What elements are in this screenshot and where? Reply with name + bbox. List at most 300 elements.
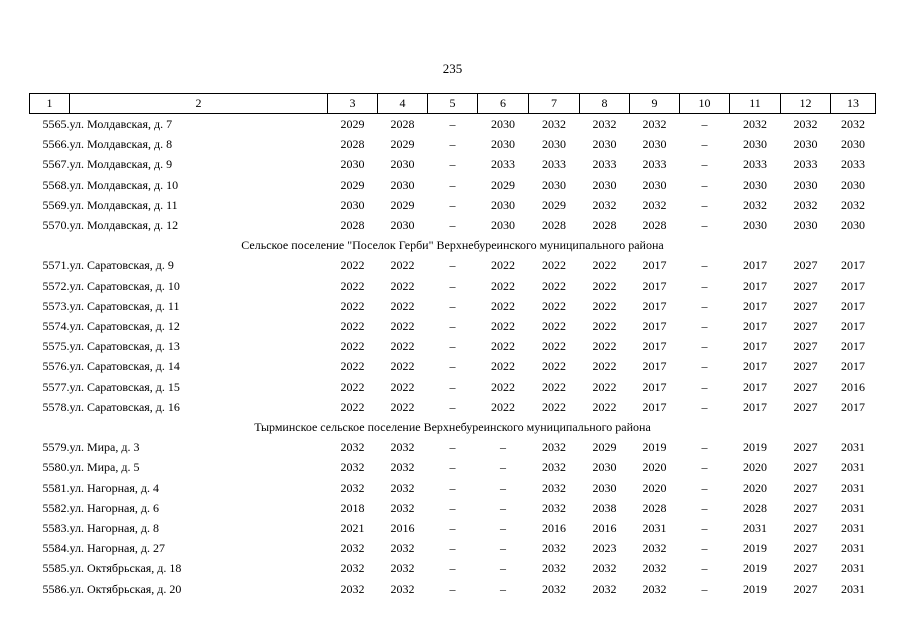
column-header: 13 [831,94,876,114]
column-header: 8 [580,94,630,114]
year-cell: 2031 [642,521,667,536]
row-number: 5572. [42,278,70,293]
year-cell: 2032 [340,561,365,576]
column-header: 4 [378,94,428,114]
year-cell: 2027 [793,480,818,495]
year-cell: 2022 [491,339,515,354]
year-cell: 2031 [841,500,865,515]
column-header: 3 [328,94,378,114]
year-cell: 2028 [592,218,617,233]
year-cell: 2031 [841,480,865,495]
table-row [30,195,876,215]
address-cell: ул. Молдавская, д. 11 [69,197,178,212]
year-cell: 2029 [592,440,617,455]
table-row [30,518,876,538]
address-cell: ул. Нагорная, д. 8 [69,521,159,536]
table-row [30,377,876,397]
year-cell: 2030 [491,137,515,152]
year-cell: 2033 [491,157,515,172]
year-cell: – [701,137,708,152]
row-number: 5570. [42,218,70,233]
year-cell: 2032 [390,480,415,495]
year-cell: – [449,541,456,556]
year-cell: 2022 [592,258,617,273]
year-cell: – [701,500,708,515]
address-cell: ул. Саратовская, д. 14 [69,359,180,374]
year-cell: 2032 [592,197,617,212]
year-cell: – [449,319,456,334]
year-cell: 2032 [592,561,617,576]
row-number: 5579. [42,440,70,455]
table-row [30,437,876,457]
year-cell: 2032 [542,541,566,556]
year-cell: 2022 [542,339,566,354]
year-cell: 2022 [491,258,515,273]
year-cell: – [449,440,456,455]
year-cell: 2028 [542,218,566,233]
year-cell: – [701,258,708,273]
address-cell: ул. Саратовская, д. 12 [69,319,180,334]
year-cell: 2032 [841,197,865,212]
table-row [30,478,876,498]
year-cell: 2032 [390,541,415,556]
year-cell: 2016 [592,521,617,536]
row-number: 5576. [42,359,70,374]
year-cell: – [701,298,708,313]
year-cell: 2032 [743,117,767,131]
year-cell: 2033 [743,157,767,172]
year-cell: – [701,117,708,131]
year-cell: 2027 [793,541,818,556]
year-cell: 2029 [390,197,415,212]
column-header: 10 [680,94,730,114]
year-cell: 2017 [642,258,667,273]
row-number: 5584. [42,541,70,556]
year-cell: 2030 [793,218,818,233]
year-cell: 2031 [841,541,865,556]
row-number: 5578. [42,399,70,414]
row-number: 5581. [42,480,70,495]
year-cell: – [449,218,456,233]
year-cell: – [449,339,456,354]
column-header: 11 [730,94,781,114]
year-cell: 2022 [390,319,415,334]
year-cell: – [500,440,506,455]
year-cell: 2022 [592,319,617,334]
column-header: 1 [30,94,70,114]
table-row [30,255,876,275]
year-cell: 2030 [491,117,515,131]
row-number: 5577. [42,379,70,394]
year-cell: 2033 [642,157,667,172]
year-cell: 2017 [642,298,667,313]
year-cell: – [449,521,456,536]
address-cell: ул. Нагорная, д. 4 [69,480,159,495]
row-number: 5582. [42,500,70,515]
year-cell: 2022 [491,278,515,293]
year-cell: 2032 [542,500,566,515]
year-cell: 2032 [542,440,566,455]
year-cell: 2032 [542,460,566,475]
year-cell: – [449,500,456,515]
table-row [30,316,876,336]
year-cell: 2030 [743,177,767,192]
year-cell: 2022 [390,359,415,374]
year-cell: – [449,379,456,394]
year-cell: 2032 [793,117,818,131]
row-number: 5569. [42,197,70,212]
year-cell: – [449,581,456,596]
year-cell: 2032 [592,117,617,131]
year-cell: – [449,561,456,576]
year-cell: – [500,460,506,475]
year-cell: 2030 [642,177,667,192]
address-cell: ул. Октябрьская, д. 18 [69,561,182,576]
year-cell: – [449,117,456,131]
year-cell: 2022 [340,339,365,354]
address-cell: ул. Молдавская, д. 7 [69,117,173,131]
year-cell: 2030 [390,177,415,192]
year-cell: 2022 [340,359,365,374]
year-cell: – [449,298,456,313]
year-cell: 2017 [841,359,865,374]
row-number: 5586. [42,581,70,596]
year-cell: 2027 [793,399,818,414]
year-cell: 2019 [743,561,767,576]
year-cell: 2017 [743,339,767,354]
year-cell: 2022 [542,319,566,334]
table-body [30,114,876,599]
row-number: 5571. [42,258,70,273]
year-cell: 2031 [841,561,865,576]
year-cell: – [500,561,506,576]
year-cell: 2030 [390,157,415,172]
year-cell: 2032 [542,117,566,131]
year-cell: 2032 [390,561,415,576]
year-cell: 2033 [841,157,865,172]
year-cell: 2016 [841,379,865,394]
year-cell: – [701,460,708,475]
year-cell: 2017 [743,319,767,334]
column-header: 2 [70,94,328,114]
year-cell: – [500,541,506,556]
year-cell: – [500,500,506,515]
year-cell: 2030 [592,460,617,475]
table-row [30,558,876,578]
year-cell: – [701,521,708,536]
year-cell: 2030 [340,197,365,212]
year-cell: 2032 [542,480,566,495]
address-cell: ул. Молдавская, д. 8 [69,137,173,152]
year-cell: 2022 [390,258,415,273]
year-cell: – [449,137,456,152]
address-cell: ул. Молдавская, д. 9 [69,157,173,172]
year-cell: 2020 [642,460,667,475]
year-cell: 2027 [793,521,818,536]
year-cell: 2017 [743,359,767,374]
year-cell: – [701,359,708,374]
year-cell: – [701,440,708,455]
year-cell: 2030 [841,137,865,152]
year-cell: – [701,278,708,293]
year-cell: 2027 [793,298,818,313]
address-cell: ул. Октябрьская, д. 20 [69,581,182,596]
year-cell: 2022 [491,298,515,313]
year-cell: 2022 [390,298,415,313]
column-header: 7 [529,94,580,114]
year-cell: 2022 [340,379,365,394]
year-cell: 2020 [642,480,667,495]
year-cell: 2027 [793,460,818,475]
table-row [30,114,876,135]
year-cell: – [701,581,708,596]
year-cell: – [449,177,456,192]
year-cell: 2022 [592,359,617,374]
year-cell: 2017 [642,379,667,394]
row-number: 5573. [42,298,70,313]
year-cell: 2016 [390,521,415,536]
year-cell: – [449,197,456,212]
year-cell: 2033 [542,157,566,172]
year-cell: 2022 [340,399,365,414]
year-cell: 2032 [340,480,365,495]
address-cell: ул. Мира, д. 5 [69,460,140,475]
year-cell: – [449,359,456,374]
section-heading-row [30,235,876,255]
address-cell: ул. Саратовская, д. 9 [69,258,174,273]
year-cell: 2022 [592,278,617,293]
year-cell: 2032 [642,117,667,131]
year-cell: 2030 [841,218,865,233]
year-cell: 2029 [340,117,365,131]
year-cell: – [449,278,456,293]
year-cell: 2016 [542,521,566,536]
year-cell: 2022 [592,339,617,354]
column-header: 12 [781,94,831,114]
year-cell: 2030 [542,177,566,192]
table-row [30,336,876,356]
year-cell: 2017 [841,399,865,414]
year-cell: – [701,399,708,414]
year-cell: 2031 [841,440,865,455]
year-cell: 2032 [592,581,617,596]
year-cell: 2022 [542,278,566,293]
year-cell: 2017 [743,298,767,313]
year-cell: 2022 [491,359,515,374]
year-cell: 2017 [743,278,767,293]
year-cell: 2017 [841,319,865,334]
year-cell: 2028 [340,218,365,233]
address-cell: ул. Молдавская, д. 12 [69,218,179,233]
year-cell: 2022 [340,298,365,313]
year-cell: 2032 [841,117,865,131]
year-cell: 2017 [743,258,767,273]
table-row [30,538,876,558]
year-cell: 2017 [841,258,865,273]
year-cell: 2030 [642,137,667,152]
year-cell: 2027 [793,561,818,576]
year-cell: 2029 [390,137,415,152]
year-cell: 2027 [793,258,818,273]
row-number: 5575. [42,339,70,354]
year-cell: 2021 [340,521,365,536]
year-cell: – [701,480,708,495]
year-cell: 2029 [340,177,365,192]
year-cell: 2022 [491,399,515,414]
year-cell: 2017 [642,339,667,354]
year-cell: 2019 [743,440,767,455]
year-cell: 2030 [743,218,767,233]
year-cell: 2027 [793,581,818,596]
year-cell: 2027 [793,319,818,334]
year-cell: – [701,197,708,212]
section-heading: Тырминское сельское поселение Верхнебуреинского муниципального района [254,420,651,435]
year-cell: 2027 [793,278,818,293]
year-cell: 2030 [743,137,767,152]
year-cell: 2020 [743,480,767,495]
year-cell: – [500,480,506,495]
year-cell: 2032 [743,197,767,212]
year-cell: 2032 [340,460,365,475]
year-cell: 2030 [340,157,365,172]
row-number: 5565. [42,117,70,131]
year-cell: 2018 [340,500,365,515]
section-heading-row [30,417,876,437]
year-cell: – [500,521,506,536]
year-cell: 2032 [542,561,566,576]
year-cell: 2032 [390,581,415,596]
header-row [30,94,876,114]
year-cell: 2017 [642,399,667,414]
year-cell: 2022 [390,339,415,354]
year-cell: 2022 [592,379,617,394]
year-cell: 2032 [340,581,365,596]
address-cell: ул. Саратовская, д. 15 [69,379,180,394]
table-row [30,397,876,417]
year-cell: 2032 [390,460,415,475]
year-cell: – [449,399,456,414]
year-cell: 2022 [390,379,415,394]
year-cell: 2022 [491,319,515,334]
document-table [29,93,876,599]
year-cell: 2017 [642,359,667,374]
year-cell: 2030 [592,480,617,495]
table-row [30,356,876,376]
year-cell: 2038 [592,500,617,515]
year-cell: 2028 [340,137,365,152]
year-cell: 2019 [642,440,667,455]
year-cell: 2028 [743,500,767,515]
year-cell: 2032 [340,541,365,556]
year-cell: 2027 [793,500,818,515]
year-cell: 2028 [390,117,415,131]
page-number: 235 [442,61,463,76]
year-cell: – [701,379,708,394]
row-number: 5583. [42,521,70,536]
year-cell: 2022 [592,399,617,414]
year-cell: 2022 [340,278,365,293]
year-cell: – [449,480,456,495]
row-number: 5580. [42,460,70,475]
year-cell: 2027 [793,440,818,455]
year-cell: 2031 [841,460,865,475]
year-cell: 2022 [390,399,415,414]
year-cell: 2017 [743,379,767,394]
year-cell: 2017 [841,339,865,354]
year-cell: – [500,581,506,596]
year-cell: 2022 [340,258,365,273]
year-cell: 2032 [793,197,818,212]
year-cell: 2029 [491,177,515,192]
year-cell: – [701,541,708,556]
year-cell: – [449,460,456,475]
year-cell: 2030 [841,177,865,192]
year-cell: 2022 [592,298,617,313]
year-cell: 2032 [390,440,415,455]
year-cell: 2030 [793,137,818,152]
year-cell: 2017 [642,278,667,293]
year-cell: 2030 [542,137,566,152]
year-cell: 2033 [793,157,818,172]
year-cell: 2031 [743,521,767,536]
year-cell: – [701,177,708,192]
year-cell: – [701,339,708,354]
row-number: 5574. [42,319,70,334]
row-number: 5568. [42,177,70,192]
address-cell: ул. Саратовская, д. 16 [69,399,180,414]
year-cell: – [701,319,708,334]
year-cell: 2022 [542,399,566,414]
year-cell: 2032 [642,197,667,212]
table-row [30,276,876,296]
row-number: 5585. [42,561,70,576]
year-cell: 2032 [642,581,667,596]
year-cell: 2029 [542,197,566,212]
year-cell: 2030 [592,137,617,152]
year-cell: – [701,218,708,233]
year-cell: 2023 [592,541,617,556]
year-cell: 2017 [841,278,865,293]
year-cell: 2030 [592,177,617,192]
year-cell: 2022 [491,379,515,394]
address-cell: ул. Саратовская, д. 13 [69,339,180,354]
year-cell: 2022 [340,319,365,334]
year-cell: 2022 [542,379,566,394]
year-cell: 2027 [793,339,818,354]
year-cell: 2027 [793,379,818,394]
column-header: 6 [478,94,529,114]
year-cell: 2032 [642,561,667,576]
year-cell: 2031 [841,521,865,536]
year-cell: 2032 [390,500,415,515]
year-cell: – [449,258,456,273]
year-cell: 2030 [491,218,515,233]
year-cell: 2030 [793,177,818,192]
address-cell: ул. Молдавская, д. 10 [69,177,179,192]
year-cell: 2032 [542,581,566,596]
table-row [30,296,876,316]
year-cell: 2032 [642,541,667,556]
year-cell: 2031 [841,581,865,596]
year-cell: 2017 [841,298,865,313]
year-cell: 2017 [743,399,767,414]
year-cell: 2032 [340,440,365,455]
year-cell: 2028 [642,500,667,515]
table-row [30,134,876,154]
year-cell: 2022 [542,298,566,313]
address-cell: ул. Саратовская, д. 10 [69,278,180,293]
year-cell: 2027 [793,359,818,374]
